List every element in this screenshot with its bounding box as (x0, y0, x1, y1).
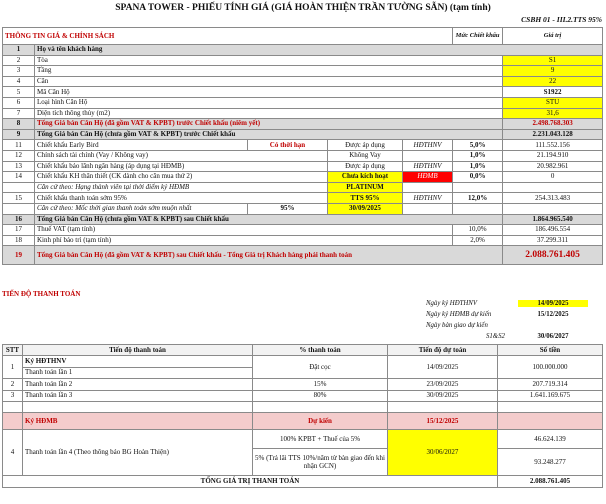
table-row: Căn cứ theo: Mốc thời gian thanh toán sớm muộn nhất 95% 30/09/2025 (3, 203, 603, 214)
table-row: 8 Tổng Giá bán Căn Hộ (đã gồm VAT & KPBT) trước Chiết khấu (niêm yết) 2.498.768.303 (3, 119, 603, 130)
table-row: 16 Tổng Giá bán Căn Hộ (chưa gồm VAT & KPBT) sau Chiết khấu 1.864.965.540 (3, 214, 603, 225)
payment-schedule-table (2, 344, 603, 488)
table-row: 7 Diện tích thông thủy (m2) 31,6 (3, 108, 603, 119)
table-row: 3 Tầng 9 (3, 66, 603, 77)
table-row: 14 Chiết khấu KH thân thiết (CK dành cho căn mua thứ 2) Chưa kích hoạt HĐMB 0,0% 0 (3, 172, 603, 183)
grand-total-row: 19 Tổng Giá bán Căn Hộ (đã gồm VAT & KPBT) sau Chiết khấu - Tổng Giá trị Khách hàng phải thanh toán 2.088.761.405 (3, 246, 603, 265)
payment-schedule-title: TIẾN ĐỘ THANH TOÁN (2, 290, 81, 298)
table-row: 11 Chiết khấu Early Bird Có thời hạn Được áp dụng HĐTHNV 5,0% 111.552.156 (3, 140, 603, 151)
table-row: 1 Ký HĐTHNV Đặt cọc 14/09/2025 100.000.000 (3, 356, 603, 367)
table-row: 5 Mã Căn Hộ S1922 (3, 87, 603, 98)
table-row: 3 Thanh toán lần 3 80% 30/09/2025 1.641.169.675 (3, 390, 603, 401)
table-row: Căn cứ theo: Hạng thành viên tại thời điểm ký HĐMB PLATINUM (3, 182, 603, 193)
payment-total-row: TỔNG GIÁ TRỊ THANH TOÁN 2.088.761.405 (3, 476, 603, 487)
table-row: 4 Căn 22 (3, 76, 603, 87)
section-title: THÔNG TIN GIÁ & CHÍNH SÁCH (3, 28, 453, 45)
price-quote-sheet: SPANA TOWER - PHIẾU TÍNH GIÁ (GIÁ HOÀN THIỆN TRẦN TƯỜNG SẪN) (tạm tính) CSBH 01 - III.2.TTS 95% THÔNG TIN GIÁ & CHÍNH SÁCH Mức Chiết khấu Giá trị 1 Họ và tên khách hàng 2 Tòa S1 3 Tầng 9 4 Căn 22 5 Mã Căn Hộ S1922 6 Loại hình Căn Hộ STU 7 Diện tích thông thủy (m2) 31,6 8 Tổng Giá bán Căn Hộ (đã gồm VAT & KPBT) trước Chiết khấu (niêm yết) 2.498.768.303 9 Tổng Giá bán Căn Hộ (chưa gồm VAT & KPBT) trước Chiết khấu 2.231.043.128 11 Chiết khấu Early Bird Có thời hạn Được áp dụng HĐTHNV 5,0% 111.552.156 12 Chính sách tài chính (Vay / Không vay) Không Vay 1,0% 21.194.910 13 Chiết khấu bảo lãnh ngân hàng (áp dụng tại HĐMB) Được áp dụng HĐTHNV 1,0% 20.982.961 14 Chiết khấu KH thân thiết (CK dành cho căn mua thứ 2) Chưa kích hoạt HĐMB 0,0% 0 Căn cứ theo: Hạng thành viên tại thời điểm ký HĐMB PLATINUM 15 Chiết khấu thanh toán sớm 95% TTS 95% HĐTHNV 12,0% 254.313.483 Căn cứ theo: Mốc thời gian thanh toán sớm muộn nhất 95% 30/09/2025 16 Tổng Giá bán Căn Hộ (chưa gồm VAT & KPBT) sau Chiết khấu 1.864.965.540 17 Thuế VAT (tạm tính) 10,0% 186.496.554 18 Kinh phí bảo trì (tạm tính) 2,0% 37.299.311 19 Tổng Giá bán Căn Hộ (đã gồm VAT & KPBT) sau Chiết khấu - Tổng Giá trị Khách hàng phải thanh toán 2.088.761.405 TIẾN ĐỘ THANH TOÁN Ngày ký HĐTHNV 14/09/2025 Ngày ký HĐMB dự kiến 15/12/2025 Ngày bàn giao dự kiến S1&S2 30/06/2027 STT Tiến độ thanh toán % thanh toán Tiến độ dự toán Số tiền 1 Ký HĐTHNV Đặt cọc 14/09/2025 100.000.000 Thanh toán lần 1 2 Thanh toán lần 2 15% 23/09/2025 207.719.314 3 Thanh toán lần 3 80% 30/09/2025 1.641.169.675 Ký HĐMB Dự kiến 15/12/2025 4 Thanh toán lần 4 (Theo thông báo BG Hoàn Thiện) 100% KPBT + Thuế của 5% 30/06/2027 46.624.139 5% (Trả lãi TTS 10%/năm từ bàn giao đến khi nhận GCN) 93.248.277 TỔNG GIÁ TRỊ THANH TOÁN 2.088.761.405 (0, 0, 606, 504)
table-row: 4 Thanh toán lần 4 (Theo thông báo BG Hoàn Thiện) 100% KPBT + Thuế của 5% 30/06/2027 46.624.139 (3, 430, 603, 449)
table-row: 2 Thanh toán lần 2 15% 23/09/2025 207.719.314 (3, 379, 603, 390)
table-row (3, 401, 603, 412)
table-row: 2 Tòa S1 (3, 55, 603, 66)
col-value-header: Giá trị (503, 28, 603, 45)
col-rate-header: Mức Chiết khấu (453, 28, 503, 45)
table-row: Thanh toán lần 1 (3, 367, 603, 378)
sheet-title: SPANA TOWER - PHIẾU TÍNH GIÁ (GIÁ HOÀN THIỆN TRẦN TƯỜNG SẪN) (tạm tính) (115, 3, 491, 13)
policy-code: CSBH 01 - III.2.TTS 95% (521, 15, 602, 24)
table-row: 9 Tổng Giá bán Căn Hộ (chưa gồm VAT & KPBT) trước Chiết khấu 2.231.043.128 (3, 129, 603, 140)
table-row: 17 Thuế VAT (tạm tính) 10,0% 186.496.554 (3, 225, 603, 236)
table-row: 6 Loại hình Căn Hộ STU (3, 97, 603, 108)
price-policy-table (2, 27, 603, 265)
table-row: 12 Chính sách tài chính (Vay / Không vay) Không Vay 1,0% 21.194.910 (3, 150, 603, 161)
table-header-row (3, 28, 603, 45)
table-header-row: STT Tiến độ thanh toán % thanh toán Tiến độ dự toán Số tiền (3, 345, 603, 356)
table-row: 5% (Trả lãi TTS 10%/năm từ bàn giao đến khi nhận GCN) 93.248.277 (3, 449, 603, 476)
table-row: 1 Họ và tên khách hàng (3, 45, 603, 56)
hdmb-row: Ký HĐMB Dự kiến 15/12/2025 (3, 413, 603, 430)
table-row: 13 Chiết khấu bảo lãnh ngân hàng (áp dụng tại HĐMB) Được áp dụng HĐTHNV 1,0% 20.982.961 (3, 161, 603, 172)
table-row: 18 Kinh phí bảo trì (tạm tính) 2,0% 37.299.311 (3, 235, 603, 246)
table-row: 15 Chiết khấu thanh toán sớm 95% TTS 95% HĐTHNV 12,0% 254.313.483 (3, 193, 603, 204)
